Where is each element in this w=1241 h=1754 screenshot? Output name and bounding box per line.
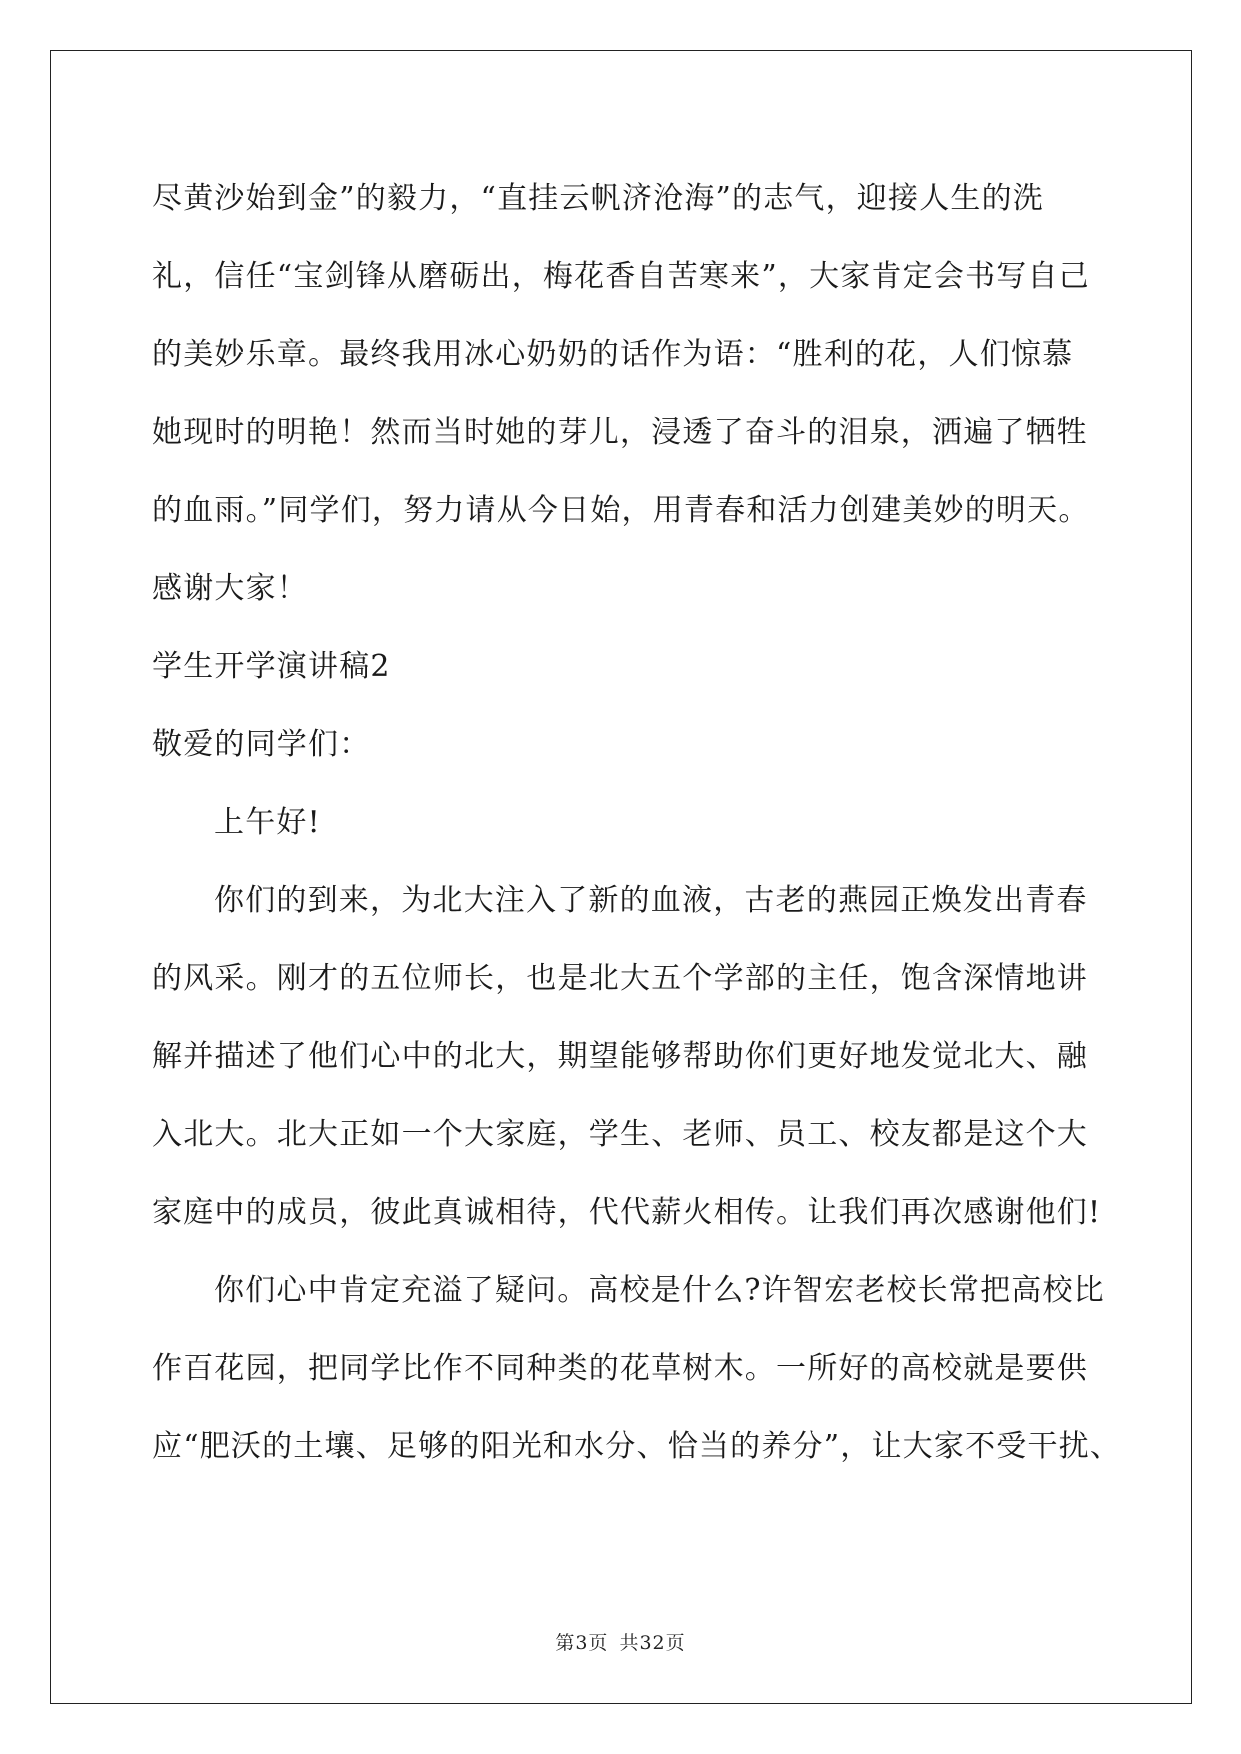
paragraph-line: 作百花园，把同学比作不同种类的花草树木。一所好的高校就是要供 <box>152 1351 1088 1386</box>
current-page-label: 第3页 <box>555 1632 609 1654</box>
section-title: 学生开学演讲稿2 <box>152 649 391 684</box>
paragraph-line: 礼，信任“宝剑锋从磨砺出，梅花香自苦寒来”，大家肯定会书写自己 <box>152 259 1090 294</box>
document-body <box>152 160 1122 1486</box>
paragraph-line: 家庭中的成员，彼此真诚相待，代代薪火相传。让我们再次感谢他们! <box>152 1195 1102 1230</box>
paragraph-line: 尽黄沙始到金”的毅力，“直挂云帆济沧海”的志气，迎接人生的洗 <box>152 181 1045 216</box>
paragraph-line: 解并描述了他们心中的北大，期望能够帮助你们更好地发觉北大、融 <box>152 1039 1088 1074</box>
paragraph-line: 你们的到来，为北大注入了新的血液，古老的燕园正焕发出青春 <box>214 883 1088 918</box>
salutation: 敬爱的同学们： <box>152 727 371 762</box>
page-footer <box>0 1628 1241 1655</box>
paragraph-line: 的血雨。”同学们，努力请从今日始，用青春和活力创建美妙的明天。 <box>152 493 1090 528</box>
greeting: 上午好! <box>214 805 321 840</box>
paragraph-line: 的风采。刚才的五位师长，也是北大五个学部的主任，饱含深情地讲 <box>152 961 1088 996</box>
paragraph-line: 你们心中肯定充溢了疑问。高校是什么?许智宏老校长常把高校比 <box>214 1273 1105 1308</box>
paragraph-line: 的美妙乐章。最终我用冰心奶奶的话作为语：“胜利的花，人们惊慕 <box>152 337 1074 372</box>
total-pages-label: 共32页 <box>619 1632 686 1654</box>
paragraph-line: 应“肥沃的土壤、足够的阳光和水分、恰当的养分”，让大家不受干扰、 <box>152 1429 1122 1464</box>
paragraph-line: 入北大。北大正如一个大家庭，学生、老师、员工、校友都是这个大 <box>152 1117 1088 1152</box>
paragraph-line: 感谢大家！ <box>152 571 308 606</box>
paragraph-line: 她现时的明艳！然而当时她的芽儿，浸透了奋斗的泪泉，洒遍了牺牲 <box>152 415 1088 450</box>
